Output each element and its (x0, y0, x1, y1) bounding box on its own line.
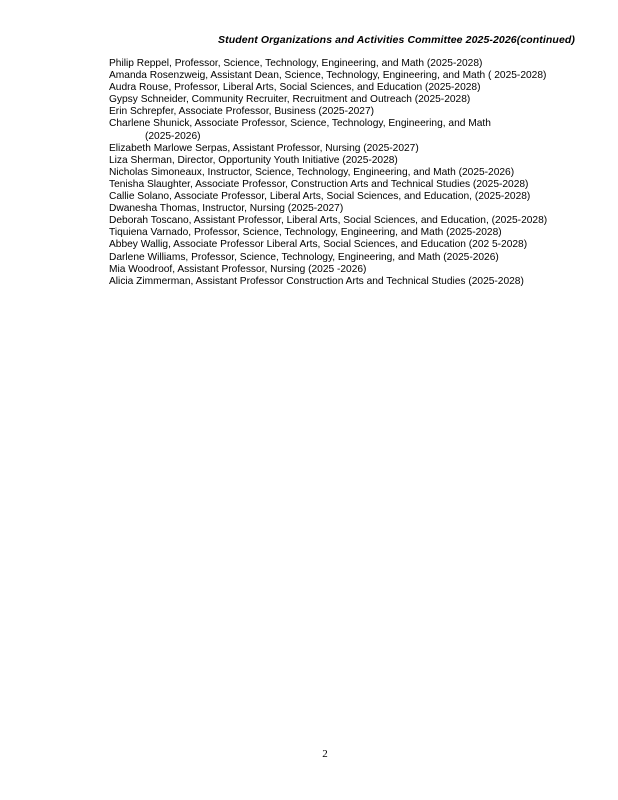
member-text: Erin Schrepfer, Associate Professor, Business (2025-2027) (109, 106, 375, 118)
member-text: Callie Solano, Associate Professor, Liberal Arts, Social Sciences, and Education, (2025-2028) (109, 191, 531, 203)
member-text: Nicholas Simoneaux, Instructor, Science, Technology, Engineering, and Math (2025-2026) (109, 166, 515, 178)
member-text: Tiquiena Varnado, Professor, Science, Technology, Engineering, and Math (2025-2028) (109, 227, 502, 239)
member-text: Amanda Rosenzweig, Assistant Dean, Science, Technology, Engineering, and Math ( 2025-2028) (109, 70, 547, 82)
member-entry (109, 106, 579, 118)
member-text: Alicia Zimmerman, Assistant Professor Construction Arts and Technical Studies (2025-2028) (109, 275, 524, 287)
member-text: Tenisha Slaughter, Associate Professor, Construction Arts and Technical Studies (2025-2028) (109, 178, 529, 190)
member-text: Elizabeth Marlowe Serpas, Assistant Professor, Nursing (2025-2027) (109, 142, 419, 154)
member-text: Abbey Wallig, Associate Professor Liberal Arts, Social Sciences, and Education (202 5-2028) (109, 239, 528, 251)
member-entry (109, 203, 579, 215)
member-entry (109, 179, 579, 191)
member-entry (109, 70, 579, 82)
member-entry (109, 239, 579, 251)
page-header-title: Student Organizations and Activities Committee 2025-2026(continued) (218, 34, 575, 46)
member-entry (109, 227, 579, 239)
member-entry (109, 167, 579, 179)
member-entry (109, 94, 579, 106)
member-text: Liza Sherman, Director, Opportunity Youth Initiative (2025-2028) (109, 154, 398, 166)
member-text-continuation: (2025-2026) (145, 130, 201, 142)
page-number: 2 (322, 748, 328, 760)
member-text: Charlene Shunick, Associate Professor, Science, Technology, Engineering, and Math (109, 118, 491, 130)
member-text: Philip Reppel, Professor, Science, Technology, Engineering, and Math (2025-2028) (109, 58, 483, 69)
member-entry (109, 252, 579, 264)
member-text: Darlene Williams, Professor, Science, Technology, Engineering, and Math (2025-2026) (109, 251, 499, 263)
member-text: Audra Rouse, Professor, Liberal Arts, Social Sciences, and Education (2025-2028) (109, 82, 481, 94)
committee-member-list (109, 58, 579, 288)
member-entry (109, 118, 579, 142)
member-entry (109, 215, 579, 227)
member-entry (109, 58, 579, 70)
member-text: Mia Woodroof, Assistant Professor, Nursing (2025 -2026) (109, 263, 367, 275)
member-entry (109, 191, 579, 203)
member-entry (109, 155, 579, 167)
member-entry (109, 264, 579, 276)
member-entry (109, 82, 579, 94)
member-entry (109, 143, 579, 155)
member-text: Gypsy Schneider, Community Recruiter, Recruitment and Outreach (2025-2028) (109, 94, 471, 106)
member-entry (109, 276, 579, 288)
member-text: Dwanesha Thomas, Instructor, Nursing (2025-2027) (109, 203, 344, 215)
member-text: Deborah Toscano, Assistant Professor, Liberal Arts, Social Sciences, and Education, (2025-2028) (109, 215, 548, 227)
